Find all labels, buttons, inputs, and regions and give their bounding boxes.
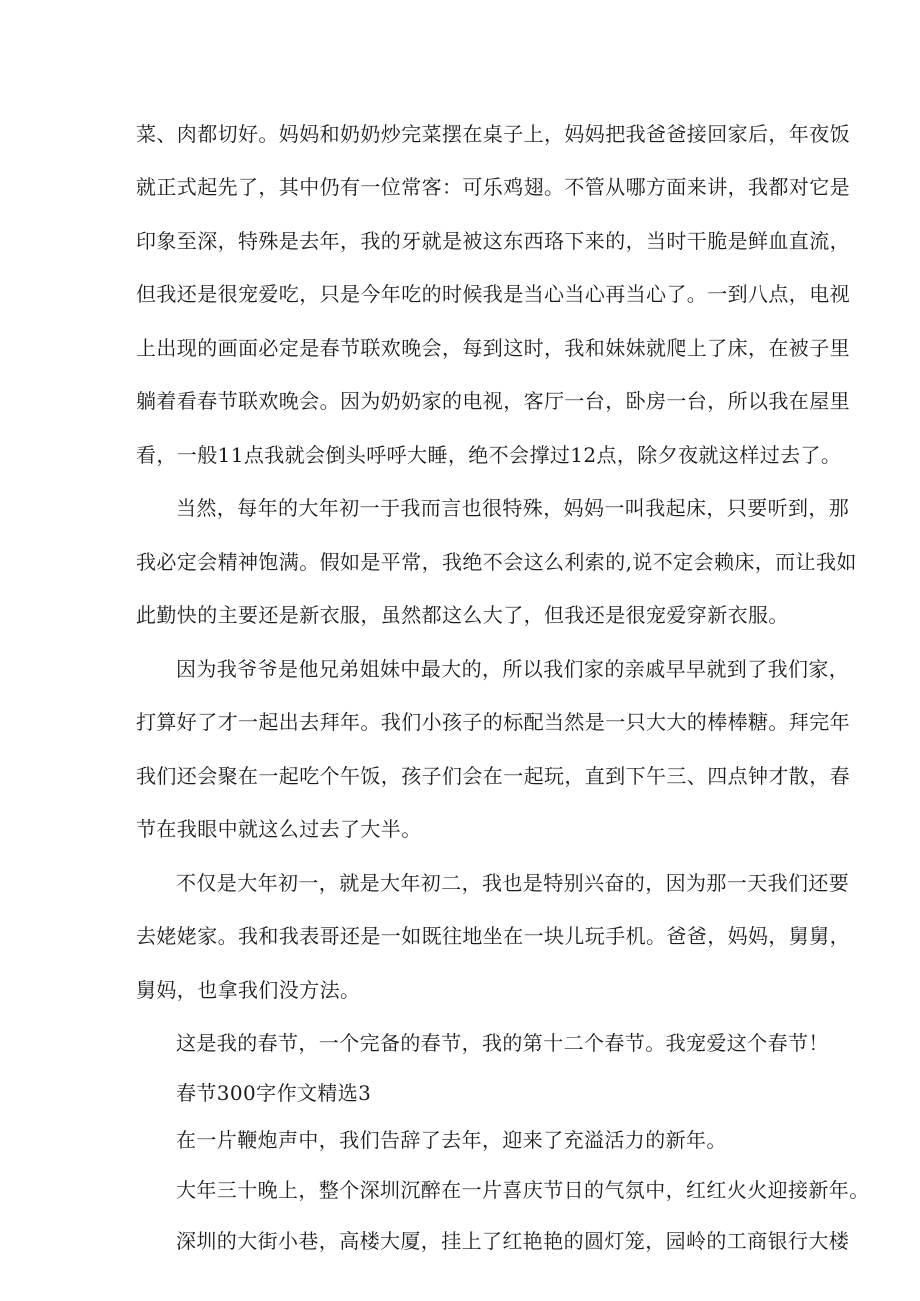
paragraph-1-line-6: 躺着看春节联欢晚会。因为奶奶家的电视，客厅一台，卧房一台，所以我在屋里 — [136, 389, 850, 413]
paragraph-9-line-1: 深圳的大街小巷，高楼大厦，挂上了红艳艳的圆灯笼，园岭的工商银行大楼 — [176, 1229, 850, 1253]
paragraph-1-line-3: 印象至深，特殊是去年，我的牙就是被这东西珞下来的，当时干脆是鲜血直流， — [136, 229, 850, 253]
paragraph-3-line-1: 因为我爷爷是他兄弟姐妹中最大的，所以我们家的亲戚早早就到了我们家， — [176, 657, 850, 681]
paragraph-2-line-1: 当然，每年的大年初一于我而言也很特殊，妈妈一叫我起床，只要听到，那 — [176, 496, 850, 520]
paragraph-1-line-2: 就正式起先了，其中仍有一位常客：可乐鸡翅。不管从哪方面来讲，我都对它是 — [136, 175, 850, 199]
paragraph-1-line-5: 上出现的画面必定是春节联欢晚会，每到这时，我和妹妹就爬上了床，在被子里 — [136, 336, 850, 360]
paragraph-4-line-1: 不仅是大年初一，就是大年初二，我也是特别兴奋的，因为那一天我们还要 — [176, 871, 850, 895]
paragraph-1-line-4: 但我还是很宠爱吃，只是今年吃的时候我是当心当心再当心了。一到八点，电视 — [136, 282, 850, 306]
paragraph-2-line-3: 此勤快的主要还是新衣服，虽然都这么大了，但我还是很宠爱穿新衣服。 — [136, 603, 789, 627]
paragraph-3-line-2: 打算好了才一起出去拜年。我们小孩子的标配当然是一只大大的棒棒糖。拜完年 — [136, 710, 850, 734]
paragraph-3-line-4: 节在我眼中就这么过去了大半。 — [136, 817, 422, 841]
paragraph-5-line-1: 这是我的春节，一个完备的春节，我的第十二个春节。我宠爱这个春节！ — [176, 1031, 829, 1055]
paragraph-7-line-1: 在一片鞭炮声中，我们告辞了去年，迎来了充溢活力的新年。 — [176, 1128, 727, 1152]
paragraph-4-line-3: 舅妈，也拿我们没方法。 — [136, 978, 361, 1002]
paragraph-8-line-1: 大年三十晚上，整个深圳沉醉在一片喜庆节日的气氛中，红红火火迎接新年。 — [176, 1178, 870, 1202]
paragraph-2-line-2: 我必定会精神饱满。假如是平常，我绝不会这么利索的,说不定会赖床，而让我如 — [136, 550, 857, 574]
paragraph-3-line-3: 我们还会聚在一起吃个午饭，孩子们会在一起玩，直到下午三、四点钟才散，春 — [136, 764, 850, 788]
section-heading: 春节300字作文精选3 — [176, 1081, 372, 1105]
paragraph-1-line-1: 菜、肉都切好。妈妈和奶奶炒完菜摆在桌子上，妈妈把我爸爸接回家后，年夜饭 — [136, 122, 850, 146]
paragraph-4-line-2: 去姥姥家。我和我表哥还是一如既往地坐在一块儿玩手机。爸爸，妈妈，舅舅， — [136, 924, 850, 948]
paragraph-1-line-7: 看，一般11点我就会倒头呼呼大睡，绝不会撑过12点，除夕夜就这样过去了。 — [136, 443, 842, 467]
